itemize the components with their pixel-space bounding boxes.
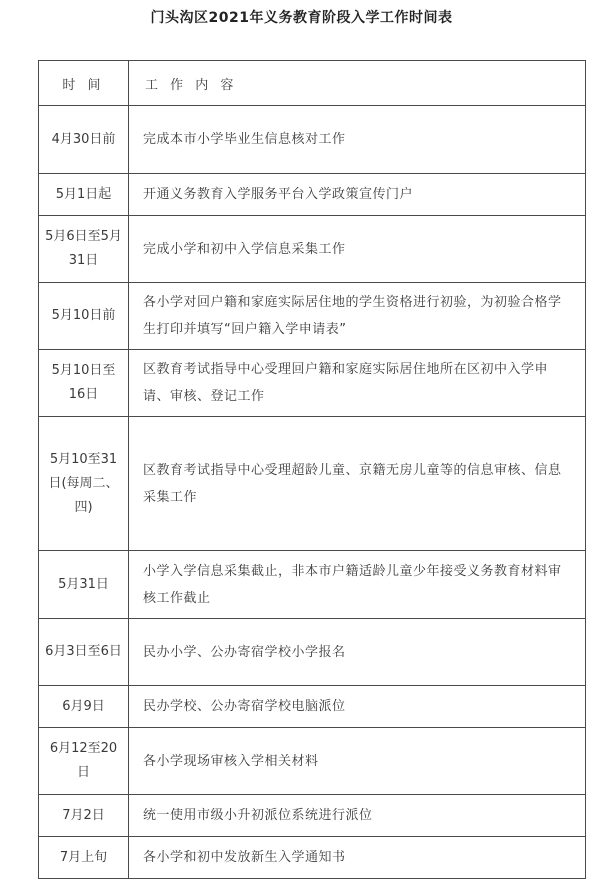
row-content: 各小学对回户籍和家庭实际居住地的学生资格进行初验，为初验合格学生打印并填写“回户籍入学申请表” xyxy=(129,283,586,350)
table-row xyxy=(39,174,586,216)
row-content: 区教育考试指导中心受理超龄儿童、京籍无房儿童等的信息审核、信息采集工作 xyxy=(129,417,586,551)
row-time: 5月10至31日(每周二、四) xyxy=(39,417,129,551)
row-time: 5月6日至5月31日 xyxy=(39,216,129,283)
row-content: 各小学现场审核入学相关材料 xyxy=(129,728,586,795)
row-time: 6月3日至6日 xyxy=(39,619,129,686)
table-row xyxy=(39,283,586,350)
table-row xyxy=(39,837,586,879)
row-time: 5月10日前 xyxy=(39,283,129,350)
table-row xyxy=(39,619,586,686)
schedule-table xyxy=(38,60,586,879)
row-time: 6月12至20日 xyxy=(39,728,129,795)
header-time: 时 间 xyxy=(39,61,129,106)
table-row xyxy=(39,216,586,283)
row-content: 民办学校、公办寄宿学校电脑派位 xyxy=(129,686,586,728)
row-content: 完成小学和初中入学信息采集工作 xyxy=(129,216,586,283)
table-row xyxy=(39,551,586,619)
header-content: 工 作 内 容 xyxy=(129,61,586,106)
row-content: 开通义务教育入学服务平台入学政策宣传门户 xyxy=(129,174,586,216)
row-content: 各小学和初中发放新生入学通知书 xyxy=(129,837,586,879)
table-row xyxy=(39,728,586,795)
row-content: 统一使用市级小升初派位系统进行派位 xyxy=(129,795,586,837)
row-content: 完成本市小学毕业生信息核对工作 xyxy=(129,106,586,174)
row-time: 6月9日 xyxy=(39,686,129,728)
table-row xyxy=(39,350,586,417)
row-content: 小学入学信息采集截止，非本市户籍适龄儿童少年接受义务教育材料审核工作截止 xyxy=(129,551,586,619)
row-time: 4月30日前 xyxy=(39,106,129,174)
table-row xyxy=(39,686,586,728)
row-time: 5月31日 xyxy=(39,551,129,619)
row-time: 7月上旬 xyxy=(39,837,129,879)
row-time: 7月2日 xyxy=(39,795,129,837)
page-title: 门头沟区2021年义务教育阶段入学工作时间表 xyxy=(150,10,453,26)
table-row xyxy=(39,795,586,837)
table-row xyxy=(39,106,586,174)
row-content: 区教育考试指导中心受理回户籍和家庭实际居住地所在区初中入学申请、审核、登记工作 xyxy=(129,350,586,417)
table-header-row xyxy=(39,61,586,106)
table-row xyxy=(39,417,586,551)
row-content: 民办小学、公办寄宿学校小学报名 xyxy=(129,619,586,686)
row-time: 5月1日起 xyxy=(39,174,129,216)
row-time: 5月10日至16日 xyxy=(39,350,129,417)
